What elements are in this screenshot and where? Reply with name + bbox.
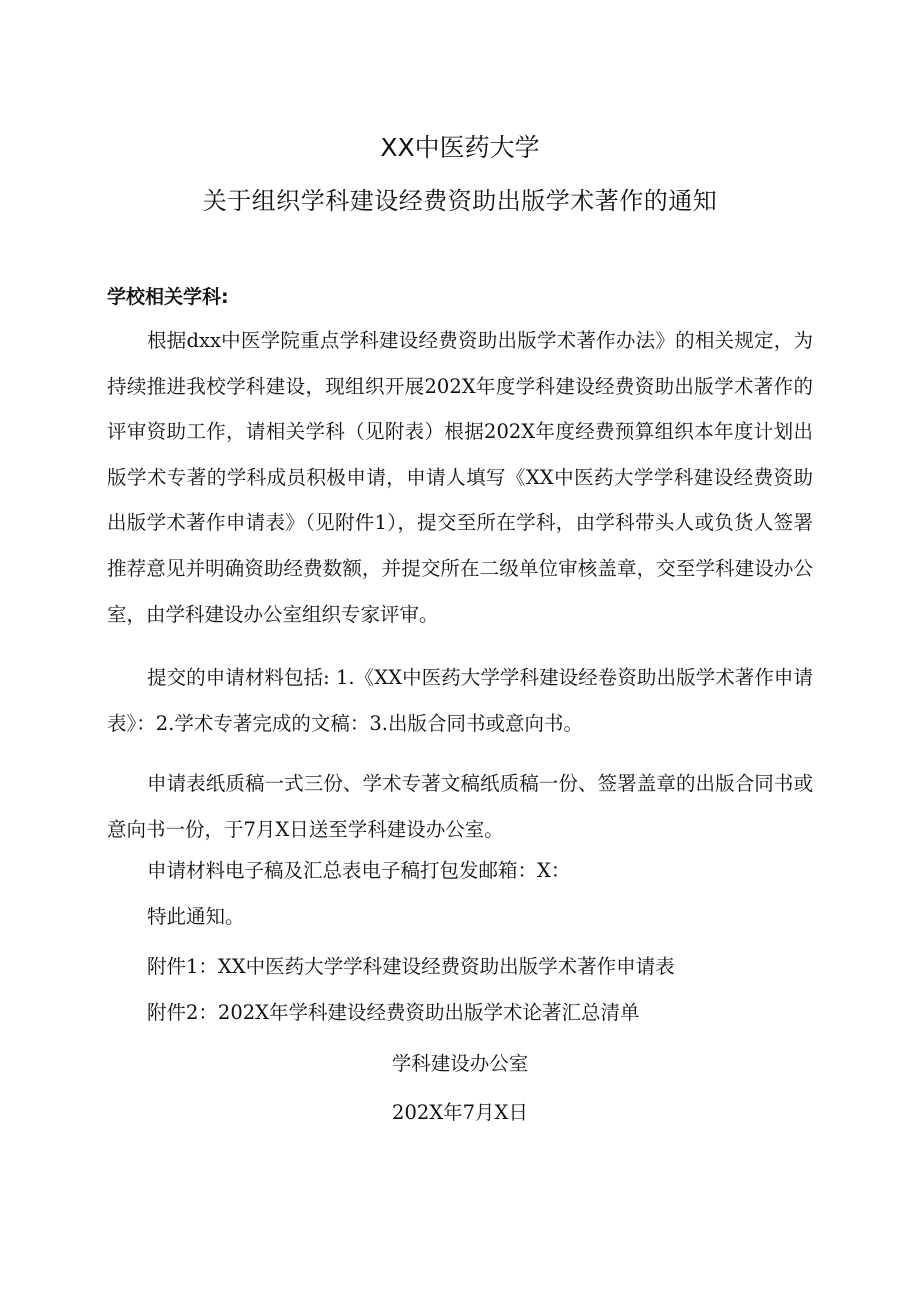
paragraph-main: 根据dxx中医学院重点学科建设经费资助出版学术著作办法》的相关规定，为持续推进我校学科建设，现组织开展202X年度学科建设经费资助出版学术著作的评审资助工作，请相关学科（见附表）根据202X年度经费预算组织本年度计划出版学术专著的学科成员积极申请，申请人填写《XX中医药大学学科建设经费资助出版学术著作申请表》（见附件1），提交至所在学科，由学科带头人或负货人签署推荐意见并明确资助经费数额，并提交所在二级单位审核盖章，交至学科建设办公室，由学科建设办公室组织专家评审。 bbox=[107, 329, 813, 626]
signature-org: 学科建设办公室 bbox=[391, 1052, 529, 1075]
paragraph-email: 申请材料电子稿及汇总表电子稿打包发邮箱：X： bbox=[147, 859, 571, 882]
document-subtitle: 关于组织学科建设经费资助出版学术著作的通知 bbox=[202, 187, 718, 215]
paragraph-notice: 特此通知。 bbox=[147, 905, 245, 928]
document-title: XX中医药大学 bbox=[380, 133, 540, 162]
attachment-2: 附件2：202X年学科建设经费资助出版学术论著汇总清单 bbox=[147, 1001, 640, 1024]
paragraph-submission: 申请表纸质稿一式三份、学术专著文稿纸质稿一份、签署盖章的出版合同书或意向书一份，于7月X日送至学科建设办公室。 bbox=[107, 772, 813, 841]
paragraph-materials: 提交的申请材料包括: 1.《XX中医药大学学科建设经卷资助出版学术著作申请表》：2.学术专著完成的文稿：3.出版合同书或意向书。 bbox=[107, 666, 813, 735]
attachment-1: 附件1：XX中医药大学学科建设经费资助出版学术著作申请表 bbox=[147, 955, 675, 978]
signature-date: 202X年7月X日 bbox=[392, 1101, 528, 1124]
salutation: 学校相关学科: bbox=[107, 286, 229, 308]
